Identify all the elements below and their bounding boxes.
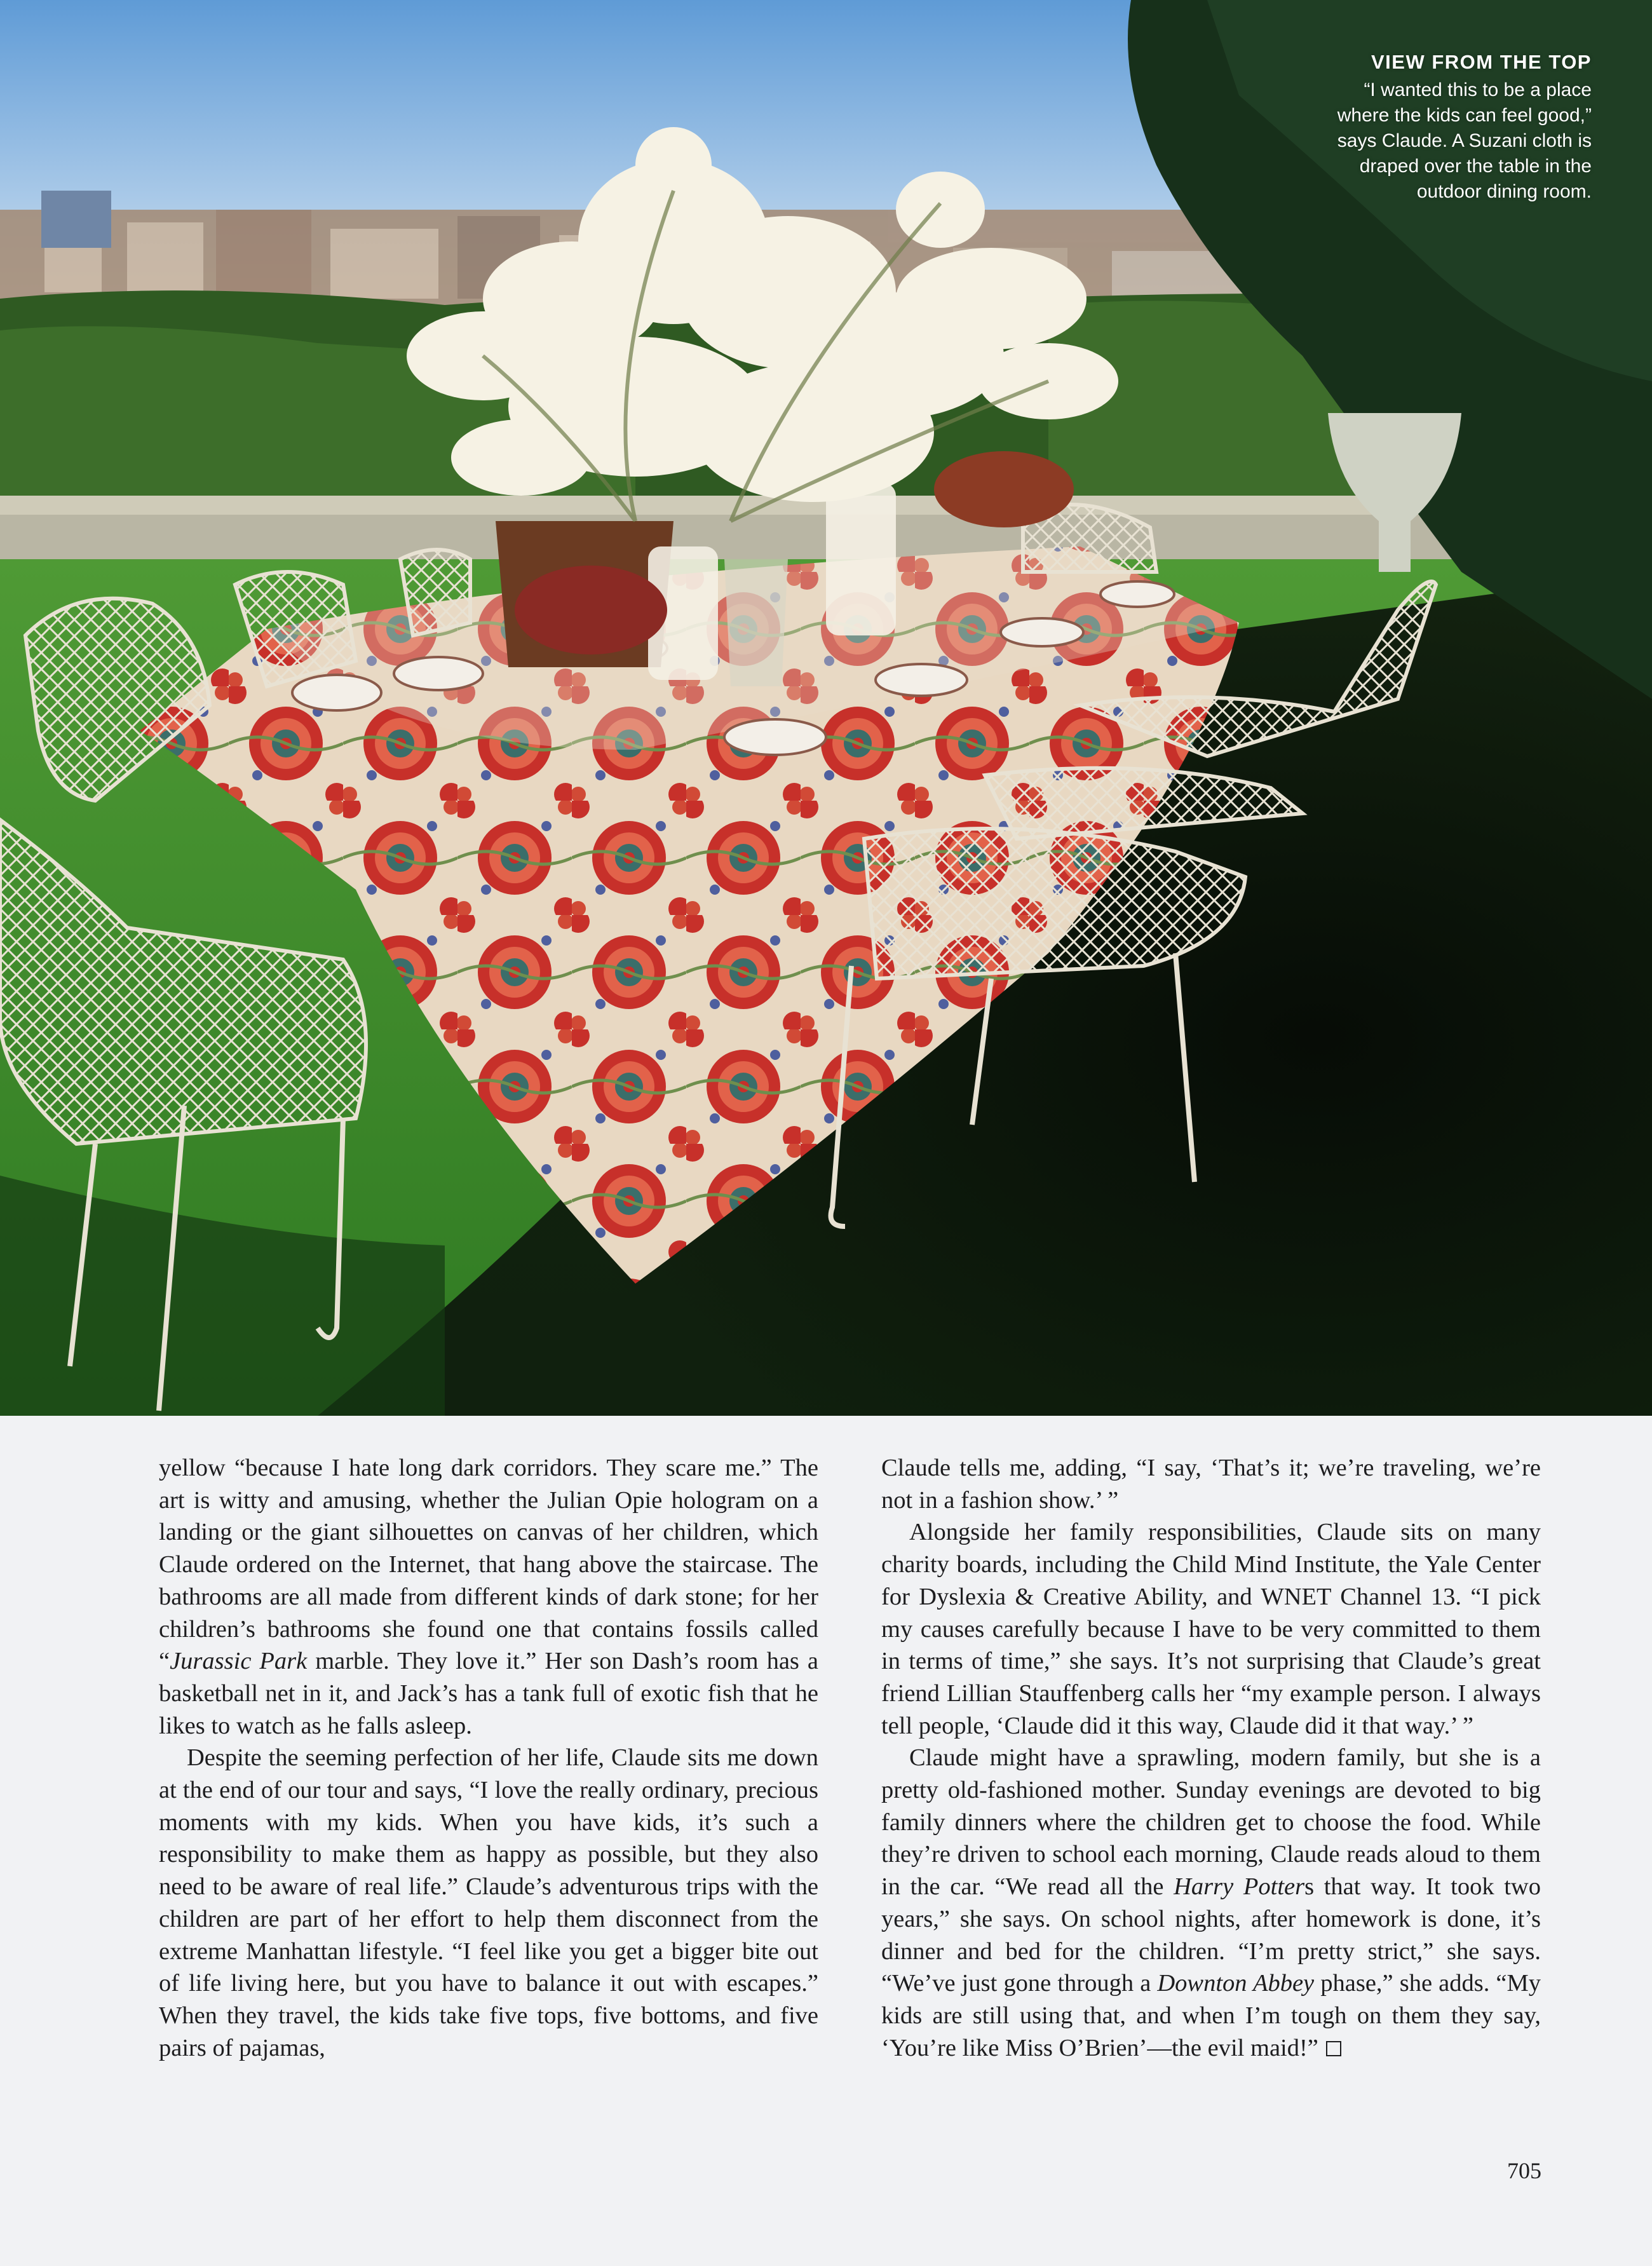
paragraph-text: Claude tells me, adding, “I say, ‘That’s it; we’re traveling, we’re not in a fashion show.’ ” bbox=[881, 1455, 1541, 1514]
end-of-article-square-icon bbox=[1326, 2041, 1341, 2056]
article-paragraph bbox=[881, 1452, 1541, 1516]
page-number: 705 bbox=[1507, 2158, 1541, 2183]
paragraph-text: Alongside her family responsibilities, Claude sits on many charity boards, including the Child Mind Institute, the Yale Center for Dyslexia & Creative Ability, and WNET Channel 13. “I pick my causes carefully because I have to be very committed to them in terms of time,” she says. It’s not surprising that Claude’s great friend Lillian Stauffenberg calls her “my example person. I always tell people, ‘Claude did it this way, Claude did it that way.’ ” bbox=[881, 1519, 1541, 1739]
caption-text: “I wanted this to be a place where the kids can feel good,” says Claude. A Suzani cloth is draped over the table in the outdoor dining room. bbox=[1337, 79, 1592, 202]
caption-title: VIEW FROM THE TOP bbox=[1371, 51, 1592, 73]
article-paragraph bbox=[159, 1742, 818, 2064]
photo-caption bbox=[1325, 51, 1592, 205]
article-column-right bbox=[881, 1452, 1541, 2064]
italic-title-text: Downton Abbey bbox=[1157, 1970, 1315, 1997]
paragraph-text: Claude might have a sprawling, modern family, but she is a pretty old-fashioned mother. Sunday evenings are devoted to big family dinners where the children get to choose the food. While they’re driven to school each morning, Claude reads aloud to them in the car. “We read all the bbox=[881, 1744, 1541, 1901]
italic-title-text: Harry Potter bbox=[1174, 1873, 1305, 1901]
paragraph-text: phase,” she adds. “My kids are still using that, and when I’m tough on them they say, ‘You’re like Miss O’Brien’—the evil maid!” bbox=[881, 1970, 1541, 2061]
paragraph-text: marble. They love it.” Her son Dash’s room has a basketball net in it, and Jack’s has a tank full of exotic fish that he likes to watch as he falls asleep. bbox=[159, 1648, 818, 1739]
paragraph-text: s that way. It took two years,” she says. On school nights, after homework is done, it’s dinner and bed for the children. “I’m pretty strict,” she says. “We’ve just gone through a bbox=[881, 1873, 1541, 1997]
article-paragraph bbox=[159, 1452, 818, 1742]
paragraph-text: yellow “because I hate long dark corridors. They scare me.” The art is witty and amusing, whether the Julian Opie hologram on a landing or the giant silhouettes on canvas of her children, which Claude ordered on the Internet, that hang above the staircase. The bathrooms are all made from different kinds of dark stone; for her children’s bathrooms she found one that contains fossils called “ bbox=[159, 1455, 818, 1675]
paragraph-text: Despite the seeming perfection of her life, Claude sits me down at the end of our tour and says, “I love the really ordinary, precious moments with my kids. When you have kids, it’s such a responsibility to make them as happy as possible, but they also need to be aware of real life.” Claude’s adventurous trips with the children are part of her effort to help them disconnect from the extreme Manhattan lifestyle. “I feel like you get a bigger bite out of life living here, but you have to balance it out with escapes.” When they travel, the kids take five tops, five bottoms, and five pairs of pajamas, bbox=[159, 1744, 818, 2061]
article-paragraph bbox=[881, 1516, 1541, 1742]
article-body bbox=[159, 1452, 1541, 2064]
article-column-left bbox=[159, 1452, 818, 2064]
article-paragraph bbox=[881, 1742, 1541, 2064]
italic-title-text: Jurassic Park bbox=[170, 1648, 308, 1675]
